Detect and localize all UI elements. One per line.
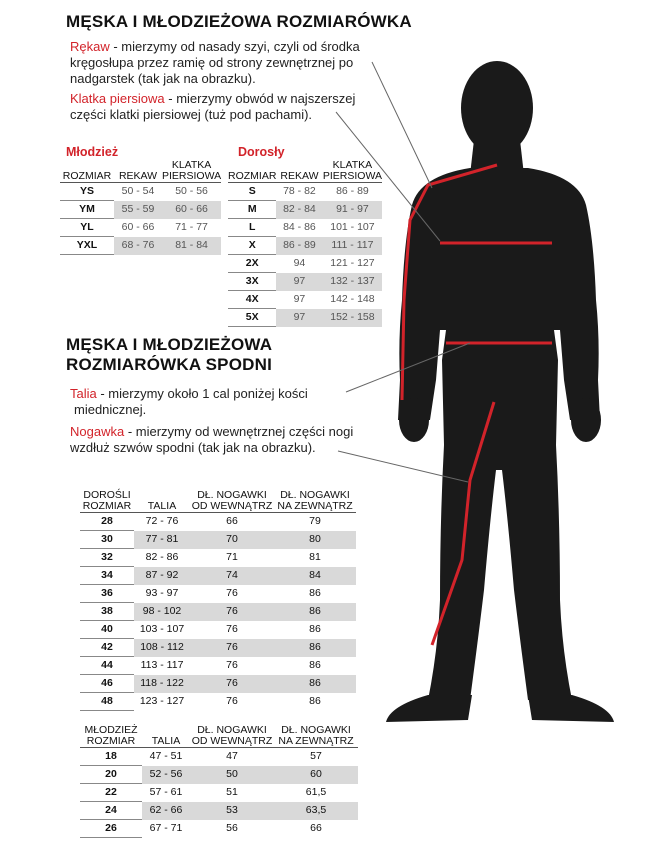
value-cell: 118 - 122 (134, 675, 190, 693)
table-row (60, 237, 221, 255)
size-cell: 40 (80, 621, 134, 639)
value-cell: 86 (274, 693, 356, 711)
table-row (60, 183, 221, 201)
value-cell: 50 (190, 766, 274, 784)
value-cell: 57 - 61 (142, 784, 190, 802)
inseam-term: Nogawka (70, 424, 125, 439)
value-cell: 66 (274, 820, 358, 838)
value-cell: 86 (274, 639, 356, 657)
value-cell: 82 - 84 (276, 201, 322, 219)
value-cell: 57 (274, 748, 358, 766)
value-cell: 113 - 117 (134, 657, 190, 675)
size-cell: 3X (228, 273, 276, 291)
size-cell: 44 (80, 657, 134, 675)
value-cell: 86 (274, 603, 356, 621)
value-cell: 62 - 66 (142, 802, 190, 820)
table-row (228, 219, 382, 237)
adult-shirt-table: KLATKA ROZMIAR REKAW PIERSIOWA S 78 - 82 86 - 89 M 82 - 84 91 - 97 L 84 - 86 101 - 107 X 86 - 89 111 - 117 2X 94 121 - 127 3X 97 132 - 137 4X 97 142 - 148 5X 97 152 - 158 (228, 160, 382, 327)
size-cell: X (228, 237, 276, 255)
youth-pants-table: MŁODZIEŻ DŁ. NOGAWKI DŁ. NOGAWKI ROZMIAR TALIA OD WEWNĄTRZ NA ZEWNĄTRZ 18 47 - 51 47 57 20 52 - 56 50 60 22 57 - 61 51 61,5 24 62 - 66 53 63,5 26 67 - 71 56 66 (80, 725, 358, 838)
chest-term: Klatka piersiowa (70, 91, 165, 106)
table-row (80, 748, 358, 766)
value-cell: 76 (190, 621, 274, 639)
youth-shirt-label: Młodzież (66, 145, 119, 159)
table-row (80, 766, 358, 784)
value-cell: 74 (190, 567, 274, 585)
size-cell: 38 (80, 603, 134, 621)
adult-pants-table: DOROŚLI DŁ. NOGAWKI DŁ. NOGAWKI ROZMIAR TALIA OD WEWNĄTRZ NA ZEWNĄTRZ 28 72 - 76 66 79 30 77 - 81 70 80 32 82 - 86 71 81 34 87 - 92 74 84 36 93 - 97 76 86 38 98 - 102 76 86 40 103 - 107 76 86 42 108 - 112 76 86 44 113 - 117 76 86 46 118 - 122 76 86 48 123 - 127 76 86 (80, 490, 356, 711)
size-cell: 48 (80, 693, 134, 711)
size-cell: 32 (80, 549, 134, 567)
size-cell: M (228, 201, 276, 219)
value-cell: 47 - 51 (142, 748, 190, 766)
waist-description: Talia - mierzymy około 1 cal poniżej kości miednicznej. (70, 386, 308, 417)
size-cell: 42 (80, 639, 134, 657)
inseam-description: Nogawka - mierzymy od wewnętrznej części nogi wzdłuż szwów spodni (tak jak na obrazku). (70, 424, 354, 455)
value-cell: 84 - 86 (276, 219, 322, 237)
table-row (80, 549, 356, 567)
value-cell: 86 (274, 675, 356, 693)
value-cell: 51 (190, 784, 274, 802)
value-cell: 60 (274, 766, 358, 784)
size-cell: S (228, 183, 276, 201)
value-cell: 86 (274, 585, 356, 603)
value-cell: 78 - 82 (276, 183, 322, 201)
adult-shirt-label: Dorosły (238, 145, 285, 159)
size-cell: 22 (80, 784, 142, 802)
value-cell: 97 (276, 291, 322, 309)
size-cell: L (228, 219, 276, 237)
value-cell: 87 - 92 (134, 567, 190, 585)
value-cell: 101 - 107 (322, 219, 382, 237)
table-row (228, 255, 382, 273)
sleeve-description: Rękaw - mierzymy od nasady szyi, czyli od środka kręgosłupa przez ramię od strony zewnętrznej po nadgarstek (tak jak na obrazku). (70, 39, 360, 86)
table-row (60, 219, 221, 237)
value-cell: 86 - 89 (322, 183, 382, 201)
size-cell: YS (60, 183, 114, 201)
value-cell: 97 (276, 309, 322, 327)
value-cell: 76 (190, 657, 274, 675)
table-row (80, 820, 358, 838)
table-row (80, 585, 356, 603)
size-cell: 18 (80, 748, 142, 766)
value-cell: 77 - 81 (134, 531, 190, 549)
shirt-size-chart-title: MĘSKA I MŁODZIEŻOWA ROZMIARÓWKA (66, 12, 412, 31)
table-row (60, 201, 221, 219)
value-cell: 81 - 84 (162, 237, 221, 255)
value-cell: 86 (274, 657, 356, 675)
value-cell: 94 (276, 255, 322, 273)
value-cell: 98 - 102 (134, 603, 190, 621)
size-cell: YM (60, 201, 114, 219)
value-cell: 60 - 66 (114, 219, 162, 237)
table-row (228, 273, 382, 291)
value-cell: 50 - 54 (114, 183, 162, 201)
value-cell: 76 (190, 603, 274, 621)
value-cell: 63,5 (274, 802, 358, 820)
size-cell: 2X (228, 255, 276, 273)
value-cell: 132 - 137 (322, 273, 382, 291)
table-row (80, 693, 356, 711)
size-cell: 46 (80, 675, 134, 693)
value-cell: 80 (274, 531, 356, 549)
table-row (80, 531, 356, 549)
size-cell: YL (60, 219, 114, 237)
value-cell: 52 - 56 (142, 766, 190, 784)
table-row (80, 567, 356, 585)
value-cell: 79 (274, 513, 356, 531)
table-row (228, 183, 382, 201)
value-cell: 60 - 66 (162, 201, 221, 219)
value-cell: 71 - 77 (162, 219, 221, 237)
table-row (80, 639, 356, 657)
table-row (80, 603, 356, 621)
table-row (80, 621, 356, 639)
size-cell: 24 (80, 802, 142, 820)
value-cell: 76 (190, 639, 274, 657)
value-cell: 103 - 107 (134, 621, 190, 639)
value-cell: 47 (190, 748, 274, 766)
value-cell: 81 (274, 549, 356, 567)
value-cell: 55 - 59 (114, 201, 162, 219)
size-cell: 28 (80, 513, 134, 531)
value-cell: 53 (190, 802, 274, 820)
size-cell: 30 (80, 531, 134, 549)
value-cell: 108 - 112 (134, 639, 190, 657)
value-cell: 76 (190, 693, 274, 711)
value-cell: 152 - 158 (322, 309, 382, 327)
table-row (80, 657, 356, 675)
size-cell: 36 (80, 585, 134, 603)
youth-shirt-table: KLATKA ROZMIAR REKAW PIERSIOWA YS 50 - 54 50 - 56 YM 55 - 59 60 - 66 YL 60 - 66 71 - 77 YXL 68 - 76 81 - 84 (60, 160, 221, 255)
value-cell: 123 - 127 (134, 693, 190, 711)
table-row (228, 309, 382, 327)
size-cell: 20 (80, 766, 142, 784)
value-cell: 97 (276, 273, 322, 291)
table-row (228, 237, 382, 255)
size-cell: 4X (228, 291, 276, 309)
pants-size-chart-title: MĘSKA I MŁODZIEŻOWA ROZMIARÓWKA SPODNI (66, 335, 273, 374)
value-cell: 71 (190, 549, 274, 567)
table-row (228, 201, 382, 219)
value-cell: 68 - 76 (114, 237, 162, 255)
chest-description: Klatka piersiowa - mierzymy obwód w najszerszej części klatki piersiowej (tuż pod pachami). (70, 91, 356, 122)
size-cell: 5X (228, 309, 276, 327)
table-row (80, 513, 356, 531)
value-cell: 50 - 56 (162, 183, 221, 201)
size-cell: 26 (80, 820, 142, 838)
table-row (80, 675, 356, 693)
value-cell: 61,5 (274, 784, 358, 802)
size-cell: 34 (80, 567, 134, 585)
value-cell: 93 - 97 (134, 585, 190, 603)
table-row (80, 802, 358, 820)
value-cell: 91 - 97 (322, 201, 382, 219)
value-cell: 84 (274, 567, 356, 585)
table-row (80, 784, 358, 802)
value-cell: 56 (190, 820, 274, 838)
value-cell: 72 - 76 (134, 513, 190, 531)
value-cell: 76 (190, 585, 274, 603)
value-cell: 82 - 86 (134, 549, 190, 567)
sleeve-term: Rękaw (70, 39, 110, 54)
value-cell: 86 - 89 (276, 237, 322, 255)
value-cell: 70 (190, 531, 274, 549)
value-cell: 142 - 148 (322, 291, 382, 309)
value-cell: 67 - 71 (142, 820, 190, 838)
value-cell: 76 (190, 675, 274, 693)
value-cell: 121 - 127 (322, 255, 382, 273)
size-cell: YXL (60, 237, 114, 255)
value-cell: 86 (274, 621, 356, 639)
value-cell: 66 (190, 513, 274, 531)
waist-term: Talia (70, 386, 97, 401)
table-row (228, 291, 382, 309)
value-cell: 111 - 117 (322, 237, 382, 255)
